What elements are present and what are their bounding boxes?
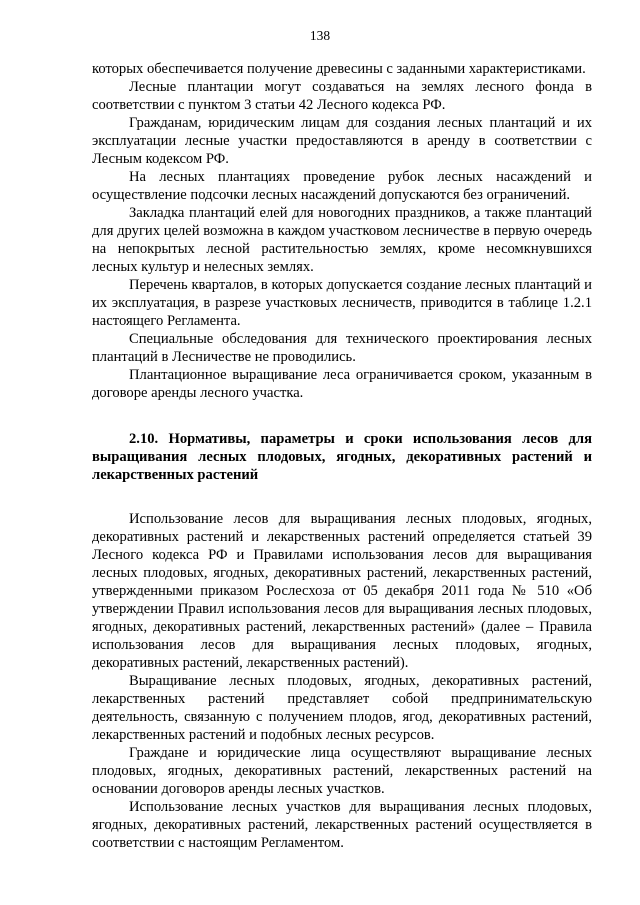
- paragraph: Использование лесных участков для выращивания лесных плодовых, ягодных, декоративных растений, лекарственных растений осуществляется в соответствии с настоящим Регламентом.: [92, 799, 592, 851]
- document-body: [92, 60, 592, 852]
- paragraph: Граждане и юридические лица осуществляют выращивание лесных плодовых, ягодных, декоративных растений, лекарственных растений на основании договоров аренды лесных участков.: [92, 745, 592, 797]
- page-number: 138: [309, 28, 331, 43]
- paragraph: Использование лесов для выращивания лесных плодовых, ягодных, декоративных растений и лекарственных растений определяется статьей 39 Лесного кодекса РФ и Правилами использования лесов для выращивания лесных плодовых, ягодных, декоративных растений, лекарственных растений, утвержденными приказом Рослесхоза от 05 декабря 2011 года № 510 «Об утверждении Правил использования лесов для выращивания лесных плодовых, ягодных, декоративных растений, лекарственных растений» (далее – Правила использования лесов для выращивания лесных плодовых, ягодных, декоративных растений, лекарственных растений).: [92, 511, 592, 671]
- section-heading: 2.10. Нормативы, параметры и сроки использования лесов для выращивания лесных плодовых, ягодных, декоративных растений и лекарственных растений: [92, 431, 592, 483]
- paragraph: Специальные обследования для технического проектирования лесных плантаций в Лесничестве не проводились.: [92, 331, 592, 365]
- paragraph: Перечень кварталов, в которых допускается создание лесных плантаций и их эксплуатация, в разрезе участковых лесничеств, приводится в таблице 1.2.1 настоящего Регламента.: [92, 277, 592, 329]
- paragraph-continuation: которых обеспечивается получение древесины с заданными характеристиками.: [92, 61, 586, 77]
- paragraph: Лесные плантации могут создаваться на землях лесного фонда в соответствии с пунктом 3 статьи 42 Лесного кодекса РФ.: [92, 79, 592, 113]
- paragraph: На лесных плантациях проведение рубок лесных насаждений и осуществление подсочки лесных насаждений допускаются без ограничений.: [92, 169, 592, 203]
- paragraph: Закладка плантаций елей для новогодних праздников, а также плантаций для других целей возможна в каждом участковом лесничестве в первую очередь на непокрытых лесной растительностью землях, кроме несомкнувшихся лесных культур и нелесных землях.: [92, 205, 592, 275]
- paragraph: Плантационное выращивание леса ограничивается сроком, указанным в договоре аренды лесного участка.: [92, 367, 592, 401]
- paragraph: Выращивание лесных плодовых, ягодных, декоративных растений, лекарственных растений представляет собой предпринимательскую деятельность, связанную с получением плодов, ягод, декоративных растений, лекарственных растений и подобных лесных ресурсов.: [92, 673, 592, 743]
- paragraph: Гражданам, юридическим лицам для создания лесных плантаций и их эксплуатации лесные участки предоставляются в аренду в соответствии с Лесным кодексом РФ.: [92, 115, 592, 167]
